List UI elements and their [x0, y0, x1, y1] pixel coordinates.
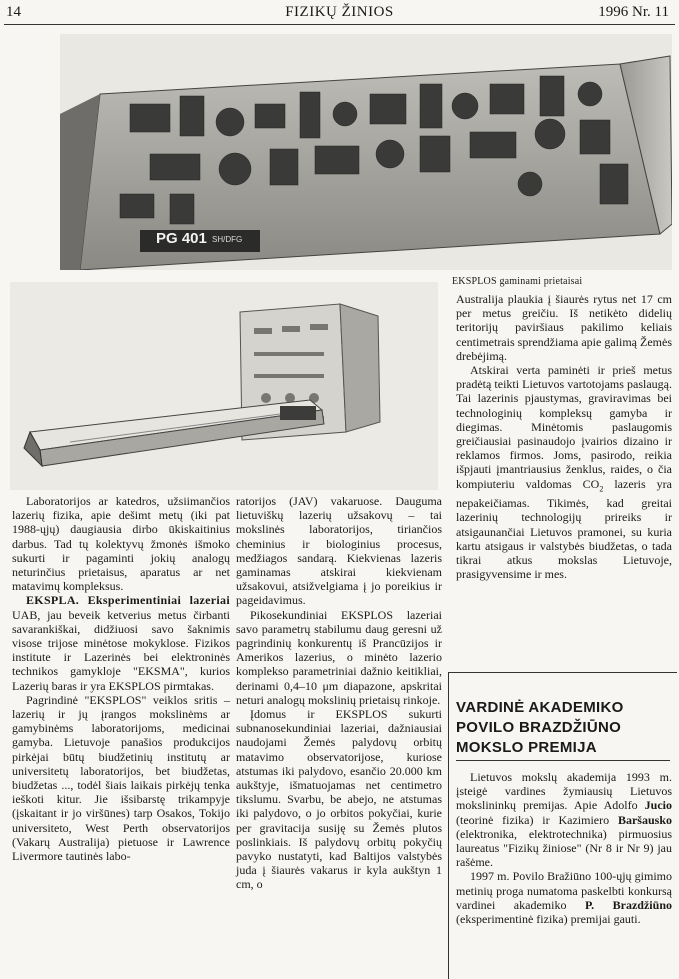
- publication-title: FIZIKŲ ŽINIOS: [285, 4, 394, 20]
- pg401-label: PG 401: [156, 230, 207, 247]
- paragraph: [456, 363, 672, 581]
- name-jucio: Jucio: [644, 798, 672, 813]
- name-barsausko: Baršausko: [617, 812, 672, 827]
- paragraph: [456, 869, 672, 926]
- page-number: 14: [6, 4, 21, 20]
- award-title-line: MOKSLO PREMIJA: [456, 739, 597, 756]
- eksplа-heading: EKSPLA. Eksperimentiniai lazeriai: [26, 593, 230, 608]
- paragraph: [456, 770, 672, 869]
- paragraph: [12, 593, 230, 692]
- page-header: [0, 2, 679, 26]
- award-title-line: VARDINĖ AKADEMIKO: [456, 699, 624, 716]
- award-title: [456, 698, 670, 758]
- article-column-2: [236, 494, 442, 892]
- paragraph-text: (elektronika, elektrotechnika) pirmuosius laureatus "Fizikų žiniose" (Nr 8 ir Nr 9) jau rašėme.: [456, 826, 672, 870]
- co2-subscript: 2: [599, 484, 604, 494]
- award-title-line: POVILO BRAZDŽIŪNO: [456, 719, 622, 736]
- paragraph: Laboratorijos ar katedros, užsiimančios lazerių fizika, apie dešimt metų (iki pat 1988-ųjų) daugiausia dirbo ūkiskaitinius darbus. Tad tų kolektyvų žmonės išmoko sukurti ir pagaminti jokių analogų neturinčius prietaisus, aparatus ar net matavimų kompleksus.: [12, 494, 230, 594]
- paragraph-text: Atskirai verta paminėti ir prieš metus pradėtą teikti Lietuvos vartotojams paslaugą. Tai lazerinis pjaustymas, graviravimas bei technologinių kompleksų gamyba ir diegimas. Minėtomis paslaugomis greičiausiai pasinaudojo įvairios dizaino ir reklamos firmos. Joms, pasirodo, reikia išpjauti įmantriausius ženklus, raides, o čia kompiuteriu valdomas CO: [456, 363, 672, 491]
- paragraph-text: UAB, jau beveik ketverius metus čirbanti savarankiškai, didžiuosi savo šaknimis visose trijose minėtose mokyklose. Fizikos institute ir Lazerinės bei elektroninės technikos gamykloje "EKSMA", kurios Lazerių baras ir yra EKSPLOS pirmtakas.: [12, 607, 230, 693]
- paragraph: Pikosekundiniai EKSPLOS lazeriai savo parametrų stabilumu daug geresni už pagrindinių konkurentų iš Prancūzijos ir Amerikos lazerius, o minėto lazerio komplekso parametriniai dažnio keitikliai, derinami 0,4–10 μm diapazone, apskritai neturi analogų mokslinių prietaisų rinkoje.: [236, 607, 442, 707]
- paragraph: Australija plaukia į šiaurės rytus net 17 cm per metus greičiu. Iš netikėto didelių teritorijų paviršiaus pakilimo keliais centimetrais sprendžiama apie galimą Žemės drebėjimą.: [456, 292, 672, 363]
- device-photo-pg401: [60, 34, 672, 270]
- issue-number: 1996 Nr. 11: [598, 4, 669, 20]
- paragraph-text: Lietuvos mokslų akademija 1993 m. įsteigė vardines žymiausių Lietuvos mokslininkų premijas. Apie Adolfo: [456, 770, 672, 813]
- paragraph-text: (teorinė fizika) ir Kazimiero: [456, 812, 618, 827]
- header-rule: [4, 24, 675, 25]
- pg401-illustration: [60, 34, 672, 270]
- article-column-3: [456, 292, 672, 581]
- laser-system-photo: [10, 282, 438, 490]
- name-brazdziuno: P. Brazdžiūno: [584, 897, 672, 912]
- paragraph: Įdomus ir EKSPLOS sukurti subnanosekundiniai lazeriai, dažniausiai naudojami Žemės palydovų orbitų matavimo observatorijose, kuriose atstumas iki palydovo, esančio 20.000 km aukštyje, išmatuojamas net centimetro tikslumu. Svarbu, be abejo, ne atstumas iki palydovo, o jo orbitos pokyčiai, kurie per gravitacija susiję su Žemės plutos poslinkiais. Iš palydovų orbitų pokyčių pavyko nustatyti, kad Baltijos valstybės juda į šiaurės vakarus ir kyla aukštyn 1 cm, o: [236, 707, 442, 892]
- article-column-1: [12, 494, 230, 863]
- paragraph-text: lazeris yra nepakeičiamas. Tikimės, kad greitai lazerinių technologijų prireiks ir atsigaunančiai Lietuvos pramonei, su kuria kartu atsigaus ir valstybės biudžetas, o tada tikrai atkus mokslas Lietuvoje, prasigyvensime ir mes.: [456, 476, 672, 582]
- laser-illustration: [10, 282, 438, 490]
- paragraph-text: 1997 m. Povilo Bražiūno 100-ųjų gimimo metinių proga numatoma paskelbti konkursą vardinei akademiko: [456, 869, 672, 912]
- paragraph: ratorijos (JAV) vakaruose. Dauguma lietuviškų lazerių užsakovų – tai mokslinės laboratorijos, tiriančios cheminius ir biologinius procesus, medžiagos sandarą. Kiekvienas lazeris gaminamas atskirai kiekvienam užsakovui, atsižvelgiama į jo poreikius ir pageidavimus.: [236, 494, 442, 608]
- award-title-rule: [456, 760, 670, 761]
- photo-caption: EKSPLOS gaminami prietaisai: [452, 276, 583, 287]
- award-text: [456, 770, 672, 926]
- pg401-sublabel: SH/DFG: [212, 235, 243, 244]
- paragraph: Pagrindinė "EKSPLOS" veiklos sritis – lazerių ir jų įrangos mokslinėms ar gamybinėms laboratorijoms, medicinai gamyba. Lietuvoje panašios produkcijos pirkėjai būtų biudžetinių institutų ar universitetų laboratorijos, bet biudžetas, biudžetas ..., todėl šiais laikais pirkėjų tenka ieškoti kitur. Jie išsibarstę trikampyje (įskaitant ir jo viršūnes) tarp Osakos, Tokijo universiteto, West Perth observatorijos (Vakarų Australija) pietuose ir Lawrence Livermore tautinės labo-: [12, 692, 230, 864]
- paragraph-text: (eksperimentinė fizika) premijai gauti.: [456, 912, 641, 927]
